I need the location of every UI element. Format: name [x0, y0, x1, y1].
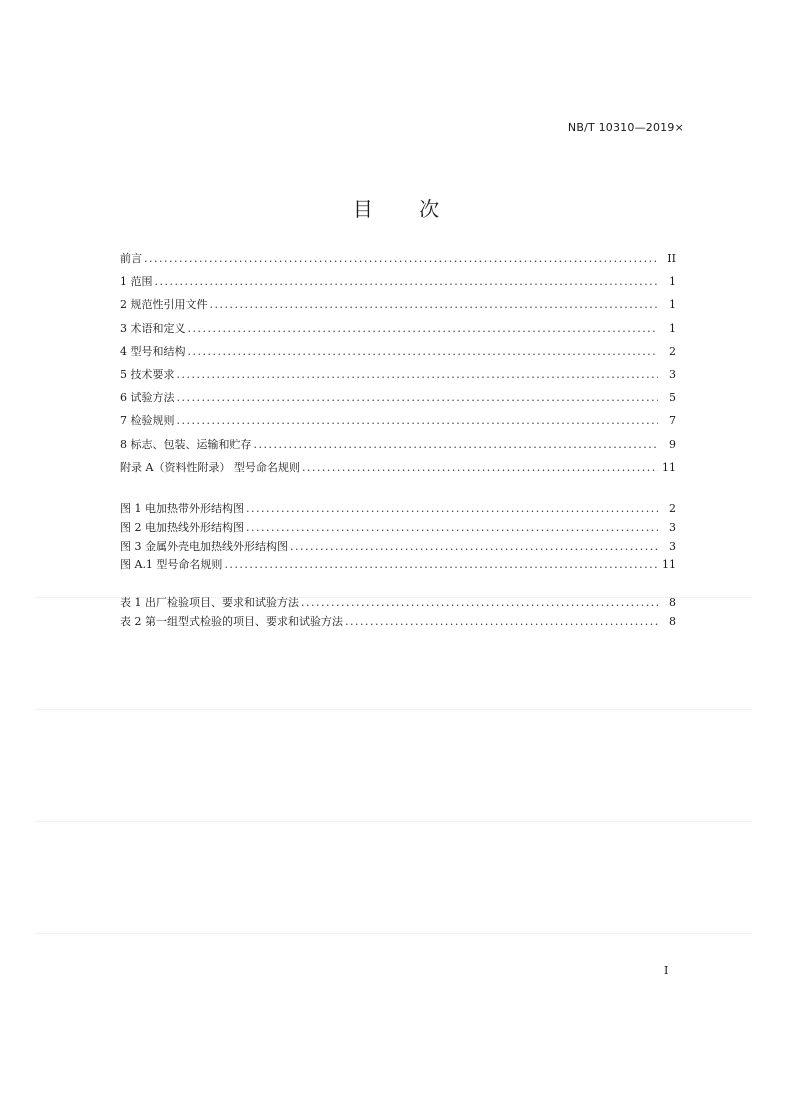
dot-leader — [246, 502, 658, 515]
toc-tables — [120, 594, 676, 632]
dot-leader — [155, 275, 659, 288]
dot-leader — [177, 414, 659, 427]
toc-entry[interactable] — [120, 366, 676, 389]
toc-entry[interactable] — [120, 250, 676, 273]
toc-entry[interactable] — [120, 320, 676, 343]
toc-entry-page: 2 — [669, 344, 676, 358]
dot-leader — [302, 461, 658, 474]
dot-leader — [210, 298, 659, 311]
table-entry-label: 表 1 出厂检验项目、要求和试验方法 — [120, 596, 299, 609]
toc-entry-label: 3 术语和定义 — [120, 321, 186, 335]
figure-entry[interactable] — [120, 538, 676, 557]
table-entry-label: 表 2 第一组型式检验的项目、要求和试验方法 — [120, 614, 343, 628]
dot-leader — [188, 345, 659, 358]
toc-entry-label: 附录 A（资料性附录） 型号命名规则 — [120, 460, 300, 474]
toc-entry[interactable] — [120, 412, 676, 435]
toc-entry[interactable] — [120, 436, 676, 459]
toc-entry-page: 5 — [669, 391, 676, 405]
figure-entry[interactable] — [120, 556, 676, 575]
figure-entry-label: 图 2 电加热线外形结构图 — [120, 520, 244, 534]
dot-leader — [254, 438, 659, 451]
toc-entry-page: 7 — [669, 414, 676, 428]
document-code: NB/T 10310—2019× — [567, 121, 684, 134]
toc-entry-label: 5 技术要求 — [120, 367, 175, 381]
toc-entry-label: 1 范围 — [120, 275, 153, 289]
page-number: I — [664, 964, 669, 977]
toc-entry-label: 前言 — [120, 252, 142, 265]
toc-entry[interactable] — [120, 389, 676, 412]
toc-entry[interactable] — [120, 459, 676, 482]
dot-leader — [345, 615, 658, 628]
toc-entry[interactable] — [120, 296, 676, 319]
toc-entry-page: 11 — [662, 460, 676, 474]
dot-leader — [224, 558, 658, 571]
toc-entry-label: 8 标志、包装、运输和贮存 — [120, 437, 252, 451]
divider — [36, 821, 752, 822]
toc-entry[interactable] — [120, 343, 676, 366]
dot-leader — [290, 540, 658, 553]
dot-leader — [177, 391, 659, 404]
table-entry[interactable] — [120, 613, 676, 632]
dot-leader — [301, 596, 658, 609]
toc-entry-page: 1 — [669, 321, 676, 335]
toc-entry-page: 1 — [669, 275, 676, 289]
toc-figures — [120, 500, 676, 575]
toc-entry-label: 6 试验方法 — [120, 391, 175, 405]
figure-entry-label: 图 1 电加热带外形结构图 — [120, 502, 244, 515]
divider — [36, 933, 752, 934]
figure-entry[interactable] — [120, 519, 676, 538]
figure-entry-page: 3 — [669, 520, 676, 534]
dot-leader — [177, 368, 659, 381]
toc-entry-page: 9 — [669, 437, 676, 451]
table-entry-page: 8 — [669, 596, 676, 609]
toc-entry[interactable] — [120, 273, 676, 296]
toc-entry-page: 1 — [669, 298, 676, 312]
dot-leader — [188, 322, 659, 335]
figure-entry-label: 图 3 金属外壳电加热线外形结构图 — [120, 539, 288, 553]
toc-entry-label: 4 型号和结构 — [120, 344, 186, 358]
figure-entry[interactable] — [120, 500, 676, 519]
dot-leader — [246, 521, 658, 534]
toc-entry-label: 2 规范性引用文件 — [120, 298, 208, 312]
toc-sections — [120, 250, 676, 482]
table-entry-page: 8 — [669, 614, 676, 628]
figure-entry-page: 2 — [669, 502, 676, 515]
toc-entry-page: 3 — [669, 367, 676, 381]
toc-title: 目 次 — [352, 197, 460, 221]
figure-entry-page: 11 — [662, 558, 676, 572]
toc-entry-page: II — [667, 252, 676, 265]
figure-entry-page: 3 — [669, 539, 676, 553]
divider — [36, 709, 752, 710]
toc-entry-label: 7 检验规则 — [120, 414, 175, 428]
table-entry[interactable] — [120, 594, 676, 613]
dot-leader — [144, 252, 658, 265]
figure-entry-label: 图 A.1 型号命名规则 — [120, 558, 223, 572]
